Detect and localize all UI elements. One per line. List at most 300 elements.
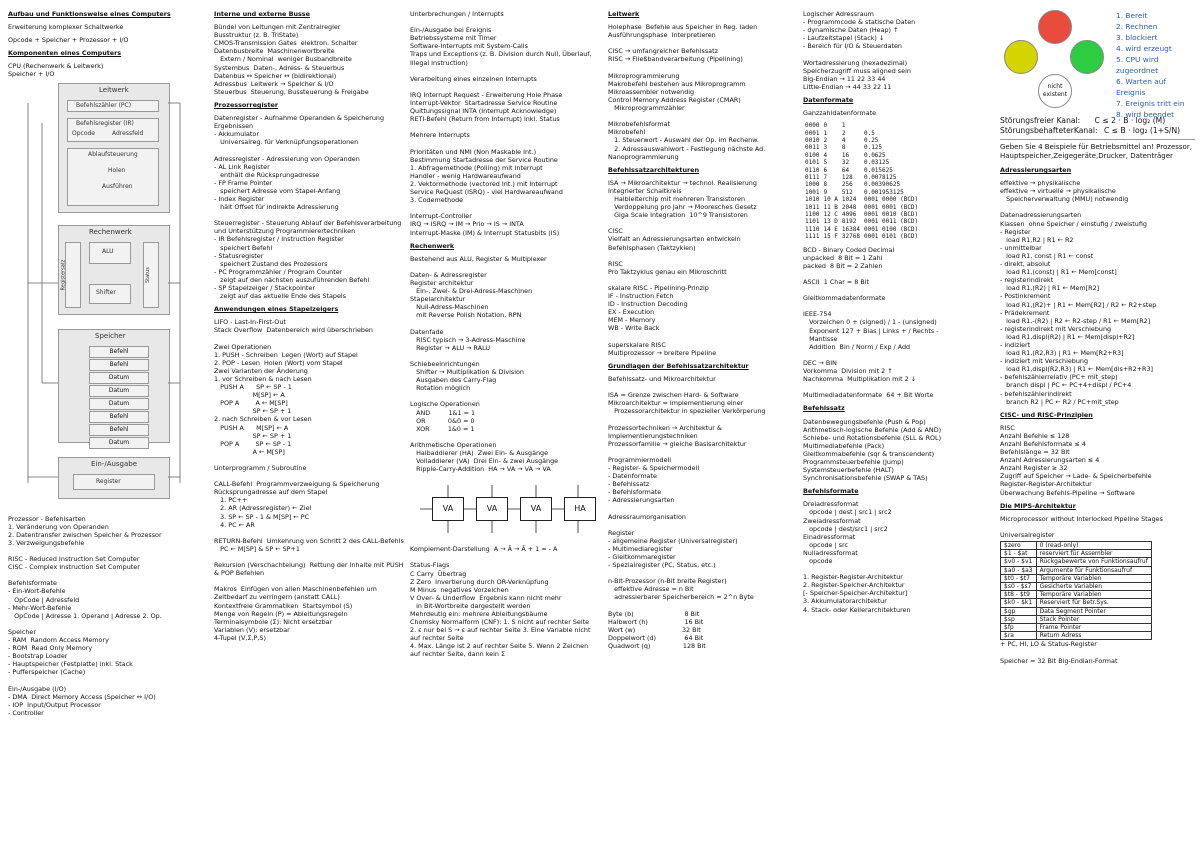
text-line: 1. Register-Register-Architektur xyxy=(803,573,903,582)
table-cell: Return Adress xyxy=(1036,632,1151,640)
text-line: IRQ → ISRQ → IM → Prio → IS → INTA xyxy=(410,220,524,229)
table-row xyxy=(803,226,920,233)
text-line: Multimediadatenformate 64 + Bit Worte xyxy=(803,391,934,400)
table-cell: $zero xyxy=(1001,542,1037,550)
table-cell: 0.0625 xyxy=(863,151,886,159)
text-line: 2. ε nur bei S → ε auf rechter Seite 3. Eine Variable nicht xyxy=(410,626,591,635)
table-cell: 0001 0000 (BCD) xyxy=(863,196,919,204)
section-title: Die MIPS-Architektur xyxy=(1000,501,1076,510)
text-line: - Ein-Wort-Befehle xyxy=(8,587,66,596)
text-line xyxy=(608,383,798,391)
text-line: Multiprozessor → breitere Pipeline xyxy=(608,348,717,357)
text-line: 3. SP ← SP - 1 & M[SP] ← PC xyxy=(214,512,310,521)
table-cell: 0110 xyxy=(805,166,820,174)
text-line: - Spezialregister (PC, Status, etc.) xyxy=(608,561,716,570)
table-cell: $v0 - $v1 xyxy=(1001,558,1037,566)
text-line: [- Speicher-Speicher-Architektur] xyxy=(803,589,908,598)
table-cell: 12 C xyxy=(823,211,838,218)
table-cell: $s0 - $s7 xyxy=(1001,583,1037,591)
text-line: Service ReQuest (ISRQ) - viel Hardwareaufwand xyxy=(410,188,563,197)
text-line: EX - Execution xyxy=(608,308,655,317)
table-cell: 0000 xyxy=(805,122,820,130)
table-cell: 0001 xyxy=(805,129,820,137)
text-line: Systembus Daten-, Adress- & Steuerbus xyxy=(214,63,345,72)
table-cell: 1001 xyxy=(805,188,820,196)
text-line xyxy=(410,352,602,360)
text-line: Rotation möglich xyxy=(410,384,471,393)
text-line xyxy=(8,571,204,579)
text-line xyxy=(608,333,798,341)
text-line: Programmsteuerbefehle (Jump) xyxy=(803,457,904,466)
text-line: Halbleiterchip mit mehreren Transistoren xyxy=(608,194,746,203)
text-line: - Postinkrement xyxy=(1000,292,1051,301)
text-line: 2. Vektormethode (vectored Int.) mit Interrupt xyxy=(410,179,558,188)
text-line: - Multimediaregister xyxy=(608,544,673,553)
text-line: Volladdierer (VA) Drei Ein- & zwei Ausgänge xyxy=(410,457,559,466)
table-row xyxy=(803,174,920,181)
opcode-label: Opcode xyxy=(72,129,96,137)
text-line: Programmiermodell xyxy=(608,455,672,464)
text-line: - Datenformate xyxy=(608,472,657,481)
text-block xyxy=(803,418,993,483)
text-line: - Bootstrap Loader xyxy=(8,652,68,661)
text-line: 1. PC++ xyxy=(214,496,248,505)
text-line: - registerindirekt xyxy=(1000,276,1054,285)
text-line: DEC → BIN xyxy=(803,358,837,367)
text-line xyxy=(608,569,798,577)
text-line xyxy=(410,67,602,75)
adder-box: VA xyxy=(520,497,552,521)
text-line xyxy=(410,553,602,561)
text-line: Befehlsphasen (Taktzyklen) xyxy=(608,243,696,252)
text-line: Big-Endian → 11 22 33 44 xyxy=(803,74,886,83)
text-line: Wortadressierung (hexadezimal) xyxy=(803,58,908,67)
kanal1-formula: C ≤ 2 · B · log₂ (M) xyxy=(1094,116,1166,125)
text-line: BCD - Binary Coded Decimal xyxy=(803,245,895,254)
text-line: Makros Einfügen von allen Maschinenbefehlen um Zeitbedarf zu verringern (anstatt CALL) xyxy=(214,585,379,602)
text-line xyxy=(410,123,602,131)
table-cell: 0 (read-only) xyxy=(1036,542,1151,550)
text-line: Zwei Operationen xyxy=(214,342,272,351)
text-line: Anzahl Befehlsformate ≤ 4 xyxy=(1000,440,1086,448)
text-line: Arithmetisch-logische Befehle (Add & AND) xyxy=(803,425,942,434)
table-cell: Temporäre Variablen xyxy=(1036,591,1151,599)
text-line: Speicher + I/O xyxy=(8,70,55,79)
text-line: CISC → umfangreicher Befehlssatz xyxy=(608,47,718,56)
text-line: Vielfalt an Adressierungsarten entwickeln xyxy=(608,235,741,244)
legend-item: 2. Rechnen xyxy=(1116,22,1158,31)
table-cell: 1101 xyxy=(805,218,820,226)
text-line: LIFO - Last-In-First-Out xyxy=(214,318,286,327)
text-line: - registerindirekt mit Verschiebung xyxy=(1000,324,1112,333)
text-line: enthält die Rücksprungadresse xyxy=(214,170,320,179)
table-row xyxy=(1001,558,1152,566)
text-line: OpCode | Adressfeld xyxy=(8,595,80,604)
text-line: Arithmetische Operationen xyxy=(410,440,497,449)
text-line: CPU (Rechenwerk & Leitwerk) xyxy=(8,62,104,71)
text-line: load R1,(R2,R3) | R1 ← Mem[R2+R3] xyxy=(1000,349,1124,358)
text-line: Interrupt-Controller xyxy=(410,212,472,221)
memory-cell: Datum xyxy=(89,437,149,449)
state-nicht-existent-label: nicht existent xyxy=(1042,83,1068,98)
table-row xyxy=(803,204,920,211)
text-line xyxy=(608,112,798,120)
text-line: Speicherverwaltung (MMU) notwendig xyxy=(1000,195,1129,204)
column-6 xyxy=(1000,10,1195,665)
text-line: Schiebeeinrichtungen xyxy=(410,359,480,368)
text-block xyxy=(1000,424,1195,497)
text-line: Halbwort (h) 16 Bit xyxy=(608,617,704,626)
state-legend xyxy=(1116,10,1196,120)
text-line: Betriebssysteme mit Timer xyxy=(410,34,497,43)
text-line: - befehlszählerrelativ (PC+ mit_step) xyxy=(1000,373,1118,382)
section-title: Interne und externe Busse xyxy=(214,10,310,18)
table-cell: 0001 0011 (BCD) xyxy=(863,218,919,226)
text-line: - IOP Input/Output Processor xyxy=(8,700,101,709)
text-line: - Register- & Speichermodell xyxy=(608,463,700,472)
table-cell: 15 F xyxy=(823,233,838,241)
holen-label: Holen xyxy=(108,166,126,174)
text-line: Vorkomma Division mit 2 ↑ xyxy=(803,367,893,376)
state-blockiert xyxy=(1070,40,1104,74)
text-line xyxy=(803,383,993,391)
table-cell: 0001 0001 (BCD) xyxy=(863,203,919,211)
text-line: Prozessor - Befehlsarten xyxy=(8,514,86,523)
table-cell: 1010 xyxy=(805,196,820,204)
text-line: RISC - Reduced Instruction Set Computer xyxy=(8,555,140,564)
section-title: Befehlssatz xyxy=(803,404,845,413)
text-line: - Akkumulator xyxy=(214,130,259,139)
text-line: - Register xyxy=(1000,227,1031,236)
text-line: - SP Stapelzeiger / Stackpointer xyxy=(214,284,315,292)
text-block xyxy=(410,545,602,658)
text-line: opcode | dest/src1 | src2 xyxy=(803,524,888,533)
legend-item: 3. blockiert xyxy=(1116,33,1158,42)
legend-item: 4. wird erzeugt xyxy=(1116,44,1172,53)
text-line: - Statusregister xyxy=(214,251,264,260)
table-cell: 0.125 xyxy=(863,144,883,152)
memory-cell: Befehl xyxy=(89,411,149,423)
text-line: Z Zero Invertierung durch OR-Verknüpfung xyxy=(410,577,549,586)
table-cell: 0 xyxy=(823,122,828,130)
text-line xyxy=(803,270,993,278)
text-block xyxy=(608,375,798,650)
text-line xyxy=(608,448,798,456)
text-line: Verdoppelung pro Jahr → Mooresches Gesetz xyxy=(608,203,757,212)
text-line: - Prädekrement xyxy=(1000,308,1050,317)
text-line: - Hauptspeicher (Festplatte) inkl. Stack xyxy=(8,660,133,669)
table-cell: 14 E xyxy=(823,225,838,233)
table-cell: 0.5 xyxy=(863,129,875,137)
text-block xyxy=(214,23,404,96)
state-bereit xyxy=(1004,40,1038,74)
table-cell: 16 xyxy=(841,151,850,159)
adder-box: VA xyxy=(476,497,508,521)
text-line: superskalare RISC xyxy=(608,340,666,349)
text-line: 2. Adressauswahlwort - Festlegung nächste Ad. xyxy=(608,144,766,153)
text-line: Systemsteuerbefehle (HALT) xyxy=(803,466,894,475)
text-line: Ripple-Carry-Addition HA → VA → VA → VA xyxy=(410,465,551,474)
section-title: Befehlssatzarchitekturen xyxy=(608,165,700,174)
pc-label: Befehlszähler (PC) xyxy=(76,101,132,109)
text-line xyxy=(608,39,798,47)
text-line: PUSH A SP ← SP - 1 xyxy=(214,383,292,392)
table-cell: reserviert für Assembler xyxy=(1036,550,1151,558)
section-title: Anwendungen eines Stapelzeigers xyxy=(214,305,339,314)
table-cell: 0100 xyxy=(805,151,820,159)
shifter-label: Shifter xyxy=(96,288,116,296)
text-line: Speicher xyxy=(8,627,36,636)
text-line: Adressbus Leitwerk → Speicher & I/O xyxy=(214,79,334,88)
table-cell: 1110 xyxy=(805,225,820,233)
column-4 xyxy=(608,10,798,650)
text-line: POP A A ← M[SP] xyxy=(214,399,288,408)
adressfeld-label: Adressfeld xyxy=(112,129,144,137)
text-line: Little-Endian → 44 33 22 11 xyxy=(803,82,892,91)
text-block xyxy=(214,318,404,642)
text-line xyxy=(214,456,404,464)
legend-item: 1. Bereit xyxy=(1116,11,1148,20)
table-cell: 8 xyxy=(823,181,828,189)
table-cell: 0010 xyxy=(805,136,820,144)
table-cell: 1 xyxy=(841,122,846,130)
text-line: ASCII 1 Char = 8 Bit xyxy=(803,278,870,286)
table-cell: 1100 xyxy=(805,211,820,218)
text-line: opcode | dest | src1 | src2 xyxy=(803,508,892,517)
text-line: Erweiterung komplexer Schaltwerke xyxy=(8,23,124,32)
mips-register-table xyxy=(1000,541,1152,640)
text-line: branch displ | PC ← PC+4+displ / PC+4 xyxy=(1000,381,1132,390)
text-line: Mehrere Interrupts xyxy=(410,131,470,140)
table-cell: 0001 0100 (BCD) xyxy=(863,225,919,233)
column-2 xyxy=(214,10,404,642)
table-cell: $gp xyxy=(1001,607,1037,615)
table-cell: $k0 - $k1 xyxy=(1001,599,1037,607)
table-row xyxy=(803,122,920,129)
text-line: - Controller xyxy=(8,708,44,717)
text-line: SP ← SP + 1 xyxy=(214,431,292,440)
legend-item: 6. Warten auf Ereignis xyxy=(1116,77,1167,97)
table-cell: 2 xyxy=(841,129,846,137)
text-line: Stapelarchitektur xyxy=(410,295,466,304)
text-line: Register architektur xyxy=(410,279,474,287)
table-cell: Temporäre Variablen xyxy=(1036,574,1151,582)
table-cell: 13 D xyxy=(823,218,838,226)
text-line: Doppelwort (d) 64 Bit xyxy=(608,633,704,642)
text-line: speichert Befehl xyxy=(214,243,273,252)
text-line: Mikroarchitektur = Implementierung einer xyxy=(608,399,744,408)
text-line: Traps und Exceptions (z. B. Division durch Null, Überlauf, Illegal Instruction) xyxy=(410,50,594,67)
text-line: Prozessorfamilie → gleiche Basisarchitektur xyxy=(608,439,747,448)
text-line: Zweiadressformat xyxy=(803,516,861,525)
text-line: Busstruktur (z. B. TriState) xyxy=(214,31,299,40)
table-row xyxy=(803,152,920,159)
ablauf-label: Ablaufsteuerung xyxy=(88,150,138,158)
text-line: effektive Adresse = n Bit xyxy=(608,585,694,594)
table-cell: Frame Pointer xyxy=(1036,624,1151,632)
text-line: - Adressierungsarten xyxy=(608,496,675,505)
text-block xyxy=(410,10,602,237)
adder-box: HA xyxy=(564,497,596,521)
table-cell: 8 xyxy=(841,144,846,152)
text-line: packed 8 Bit = 2 Zahlen xyxy=(803,261,883,270)
text-line xyxy=(1000,203,1195,211)
text-line: Holephase Befehle aus Speicher in Reg. laden xyxy=(608,23,758,32)
text-line: SP ← SP + 1 xyxy=(214,407,292,416)
table-cell: Reserviert für Betr.Sys. xyxy=(1036,599,1151,607)
memory-cell: Befehl xyxy=(89,346,149,358)
text-line: RISC typisch → 3-Adress-Maschine xyxy=(410,335,526,344)
table-row xyxy=(803,196,920,203)
text-line: 4-Tupel (V,Σ,P,S) xyxy=(214,633,266,642)
text-line: branch R2 | PC ← R2 / PC+mit_step xyxy=(1000,397,1119,406)
table-cell: 9 xyxy=(823,188,828,196)
table-cell: 1111 xyxy=(805,233,820,241)
text-line: IF - Instruction Fetch xyxy=(608,292,674,301)
text-line xyxy=(803,565,993,573)
text-line: Stack Overflow Datenbereich wird überschrieben xyxy=(214,326,373,335)
text-line xyxy=(410,319,602,327)
text-line: - RAM Random Access Memory xyxy=(8,635,109,644)
text-line: Synchronisationsbefehle (SWAP & TAS) xyxy=(803,474,928,483)
table-row xyxy=(803,211,920,218)
text-line: Integrierter Schaltkreis xyxy=(608,186,682,195)
text-block xyxy=(803,246,993,400)
text-line xyxy=(214,211,404,219)
table-row xyxy=(803,233,920,240)
text-line: Kontextfreie Grammatiken Startsymbol (S) xyxy=(214,601,353,610)
section-title: Datenformate xyxy=(803,95,854,104)
text-line: Gleitkommabefehle (sqr & transcendent) xyxy=(803,449,935,458)
text-line: 2. nach Schreiben & vor Lesen xyxy=(214,415,312,424)
table-cell: 1024 xyxy=(841,196,857,204)
leitwerk-label: Leitwerk xyxy=(99,85,129,94)
io-label: Ein-/Ausgabe xyxy=(91,459,138,468)
text-line: effektive → physikalische xyxy=(1000,179,1081,188)
table-cell: 16384 xyxy=(841,225,860,233)
table-row xyxy=(803,218,920,225)
text-line: Steuerbus Steuerung, Bussteuerung & Freigabe xyxy=(214,87,369,96)
number-table xyxy=(803,122,920,241)
text-line: Rekursion (Verschachtelung) Rettung der Inhalte mit PUSH & POP Befehlen xyxy=(214,561,406,578)
section-title: Rechenwerk xyxy=(410,241,455,250)
text-line: - IR Befehlsregister / Instruction Register xyxy=(214,235,344,244)
text-line: load R1,(R2)+ | R1 ← Mem[R2] / R2 ← R2+step xyxy=(1000,300,1157,309)
text-line: RISC xyxy=(608,259,623,268)
text-line xyxy=(608,219,798,227)
text-line: Bestehend aus ALU, Register & Multiplexer xyxy=(410,254,547,263)
text-line: adressierbarer Speicherbereich = 2^n Byte xyxy=(608,593,754,602)
text-line: Microprocessor without Interlocked Pipeline Stages xyxy=(1000,514,1163,523)
text-line: + PC, HI, LO & Status-Register xyxy=(1000,640,1097,649)
table-cell: 10 A xyxy=(823,196,838,204)
text-line: Prozessortechniken → Architektur & xyxy=(608,423,722,432)
rechenwerk-label: Rechenwerk xyxy=(89,227,132,236)
table-row xyxy=(1001,624,1152,632)
table-cell: $sp xyxy=(1001,615,1037,623)
table-cell: 0001 0101 (BCD) xyxy=(863,233,919,241)
text-line: Mikroassembler notwendig xyxy=(608,87,695,96)
table-cell: Argumente für Funktionsaufruf xyxy=(1036,566,1151,574)
table-cell: 1011 xyxy=(805,203,820,211)
table-cell: 11 B xyxy=(823,203,838,211)
table-row xyxy=(1001,550,1152,558)
text-line: ISA = Grenze zwischen Hard- & Software xyxy=(608,391,739,400)
text-line: Gleitkommadatenformate xyxy=(803,294,886,303)
text-line: speichert Adresse vom Stapel-Anfang xyxy=(214,186,341,195)
text-line: MEM - Memory xyxy=(608,316,656,325)
text-line xyxy=(803,302,993,310)
table-cell: $1 - $at xyxy=(1001,550,1037,558)
text-line: Terminalsymbole (Σ): Nicht ersetzbar xyxy=(214,617,333,626)
text-line: CISC - Complex Instruction Set Computer xyxy=(8,563,140,572)
text-line: Mikrobefehlsformat xyxy=(608,120,671,129)
text-line: Multimediabefehle (Pack) xyxy=(803,441,885,450)
text-line: RETI-Befehl (Return from Interrupt) inkl. Status xyxy=(410,115,560,124)
text-line: load R1,displ(R2) | R1 ← Mem[displ+R2] xyxy=(1000,332,1135,341)
text-line: opcode | src xyxy=(803,540,849,549)
ripple-carry-diagram xyxy=(410,477,602,541)
text-line: - befehlszählerindirekt xyxy=(1000,389,1072,398)
text-line: Dreiadressformat xyxy=(803,500,859,509)
text-line xyxy=(803,286,993,294)
text-line: effektive → virtuelle → physikalische xyxy=(1000,187,1116,196)
text-line: M[SP] ← A xyxy=(214,391,285,400)
text-line: 3. Akkumulatorarchitektur xyxy=(803,597,887,606)
text-line: OpCode | Adresse 1. Operand | Adresse 2. Op. xyxy=(8,611,162,620)
text-line: Register → ALU → RALU xyxy=(410,343,491,352)
table-row xyxy=(1001,566,1152,574)
table-cell: 1 xyxy=(823,129,828,137)
computer-diagram xyxy=(8,83,198,515)
text-line: Anzahl Befehle ≤ 128 xyxy=(1000,431,1070,440)
text-line xyxy=(8,547,204,555)
text-line: load R1,(const) | R1 ← Mem[const] xyxy=(1000,268,1117,277)
text-line xyxy=(214,334,404,342)
table-cell: 0111 xyxy=(805,173,820,181)
text-line xyxy=(1000,523,1195,531)
ausfuehren-label: Ausführen xyxy=(102,182,133,190)
text-line: Nachkomma Multiplikation mit 2 ↓ xyxy=(803,375,917,384)
text-line: auf rechter Seite, dann kein Σ xyxy=(410,650,505,659)
table-cell: $fp xyxy=(1001,624,1037,632)
table-cell: 512 xyxy=(841,188,853,196)
table-cell: 8192 xyxy=(841,218,857,226)
text-line: Mehrdeutig ein: mehrere Ableitungsbäume xyxy=(410,610,548,618)
table-cell: $t8 - $t9 xyxy=(1001,591,1037,599)
text-line: - Bereich für I/O & Steuerdaten xyxy=(803,42,902,51)
text-line: Universalregister xyxy=(1000,530,1055,539)
text-line: Anzahl Register ≥ 32 xyxy=(1000,464,1068,473)
table-cell: Rückgabewerte von Funktionsaufruf xyxy=(1036,558,1151,566)
text-line: Mikroprogrammzähler xyxy=(608,104,685,113)
kanal1-label: Störungsfreier Kanal: xyxy=(1000,116,1081,125)
text-block xyxy=(608,179,798,357)
text-line: Speicher = 32 Bit Big-Endian-Format xyxy=(1000,656,1118,665)
text-line: opcode xyxy=(803,557,833,565)
text-line: PUSH A M[SP] ← A xyxy=(214,423,289,432)
text-line: 1. Steuerwort - Auswahl der Op. im Rechenw. xyxy=(608,136,759,145)
text-line: - Gleitkommaregister xyxy=(608,553,676,561)
text-line: in Bit-Wortbreite dargestellt werden xyxy=(410,601,531,610)
text-line: Datenbewegungsbefehle (Push & Pop) xyxy=(803,417,926,426)
section-title: Grundlagen der Befehlssatzarchitektur xyxy=(608,361,749,370)
text-line: Nanoprogrammierung xyxy=(608,152,679,161)
text-line: POP A SP ← SP - 1 xyxy=(214,439,292,448)
text-line: IRQ Interrupt Request - Erweiterung Hole Phase xyxy=(410,90,563,99)
text-line: Befehlslänge = 32 Bit xyxy=(1000,448,1070,457)
adder-box: VA xyxy=(432,497,464,521)
